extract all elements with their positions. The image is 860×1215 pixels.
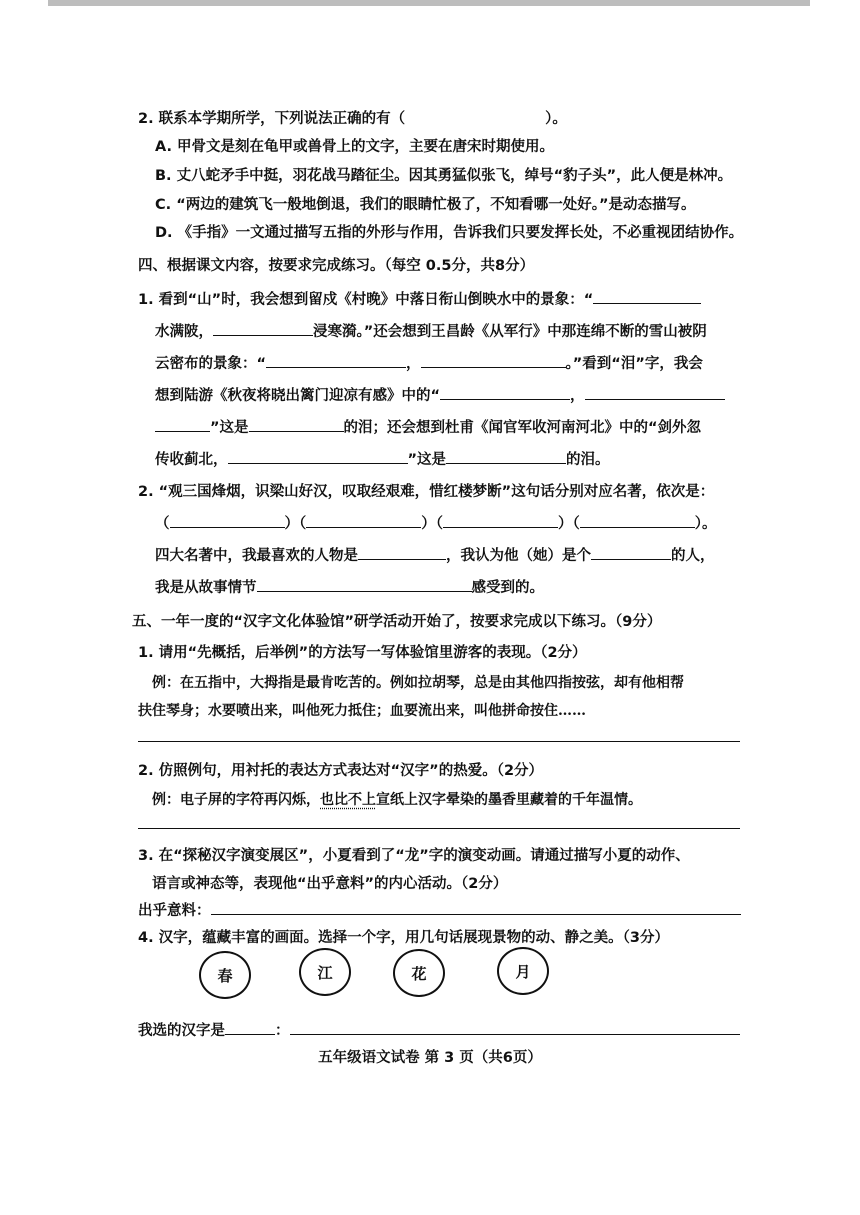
- blank-1[interactable]: [593, 288, 701, 304]
- blank-4[interactable]: [421, 352, 566, 368]
- q2-option-c: C. “两边的建筑飞一般地倒退，我们的眼睛忙极了，不知看哪一处好。”是动态描写。: [155, 197, 696, 213]
- section4-title: 四、根据课文内容，按要求完成练习。（每空 0.5分，共8分）: [138, 258, 535, 274]
- s5-q1-stem: 1. 请用“先概括，后举例”的方法写一写体验馆里游客的表现。（2分）: [138, 645, 587, 661]
- blank-8[interactable]: [249, 416, 344, 432]
- s5-q2-stem: 2. 仿照例句，用衬托的表达方式表达对“汉字”的热爱。（2分）: [138, 763, 544, 779]
- s5-q4-answer: 我选的汉字是 ：: [138, 1019, 740, 1041]
- s4-q2-favorite: 四大名著中，我最喜欢的人物是 ，我认为他（她）是个 的人，: [155, 544, 715, 566]
- s4-q1-line6: 传收蓟北， ”这是 的泪。: [155, 448, 610, 470]
- blank-3[interactable]: [266, 352, 406, 368]
- q2-option-b: B. 丈八蛇矛手中挺，羽花战马踏征尘。因其勇猛似张飞，绰号“豹子头”，此人便是林冲。: [155, 168, 733, 184]
- book-blank-3[interactable]: [443, 512, 558, 528]
- s5-q1-answer-line[interactable]: [138, 741, 740, 742]
- character-blank[interactable]: [358, 544, 446, 560]
- q2-option-d: D. 《手指》一文通过描写五指的外形与作用，告诉我们只要发挥长处，不必重视团结协作。: [155, 225, 744, 241]
- s4-q1-line1: 1. 看到“山”时，我会想到留戍《村晚》中落日衔山倒映水中的景象：“: [138, 288, 701, 310]
- s4-q1-line2: 水满陂， 浸寒漪。”还会想到王昌龄《从军行》中那连绵不断的雪山被阴: [155, 320, 707, 342]
- char-option-jiang[interactable]: 江: [299, 948, 351, 996]
- trait-blank[interactable]: [591, 544, 671, 560]
- s5-q3-answer: 出乎意料：: [138, 899, 741, 921]
- s5-q4-stem: 4. 汉字，蕴藏丰富的画面。选择一个字，用几句话展现景物的动、静之美。（3分）: [138, 930, 669, 946]
- blank-6[interactable]: [585, 384, 725, 400]
- book-blank-4[interactable]: [580, 512, 695, 528]
- page-footer: 五年级语文试卷 第 3 页（共6页）: [318, 1050, 542, 1066]
- blank-5[interactable]: [440, 384, 570, 400]
- q2-stem: 2. 联系本学期所学，下列说法正确的有（ ）。: [138, 108, 567, 129]
- blank-9[interactable]: [228, 448, 408, 464]
- book-blank-2[interactable]: [306, 512, 421, 528]
- s5-q1-example-line2: 扶住琴身；水要喷出来，叫他死力抵住；血要流出来，叫他拼命按住……: [138, 703, 586, 719]
- char-option-chun[interactable]: 春: [199, 951, 251, 999]
- s5-q4-answer-line[interactable]: [290, 1019, 740, 1035]
- book-blank-1[interactable]: [170, 512, 285, 528]
- q2-option-a: A. 甲骨文是刻在龟甲或兽骨上的文字，主要在唐宋时期使用。: [155, 139, 555, 155]
- plot-blank[interactable]: [257, 576, 472, 592]
- s4-q2-stem: 2. “观三国烽烟，识梁山好汉，叹取经艰难，惜红楼梦断”这句话分别对应名著，依次是：: [138, 484, 715, 500]
- char-option-hua[interactable]: 花: [393, 949, 445, 997]
- blank-10[interactable]: [446, 448, 566, 464]
- blank-7[interactable]: [155, 416, 210, 432]
- s5-q2-answer-line[interactable]: [138, 828, 740, 829]
- s5-q3-line1: 3. 在“探秘汉字演变展区”，小夏看到了“龙”字的演变动画。请通过描写小夏的动作、: [138, 848, 690, 864]
- scan-top-edge: [48, 0, 810, 6]
- s4-q1-line5: ”这是 的泪；还会想到杜甫《闻官军收河南河北》中的“剑外忽: [155, 416, 701, 438]
- s5-q3-line2: 语言或神态等，表现他“出乎意料”的内心活动。（2分）: [152, 876, 508, 892]
- s4-q2-books: （ ）（ ）（ ）（ ）。: [155, 512, 717, 534]
- chosen-char-blank[interactable]: [225, 1019, 275, 1035]
- s4-q1-line3: 云密布的景象：“ ， 。”看到“泪”字，我会: [155, 352, 703, 374]
- char-option-yue[interactable]: 月: [497, 947, 549, 995]
- blank-2[interactable]: [213, 320, 313, 336]
- s5-q3-answer-line[interactable]: [211, 899, 741, 915]
- s5-q2-example: 例：电子屏的字符再闪烁，也比不上宣纸上汉字晕染的墨香里藏着的千年温情。: [152, 792, 642, 808]
- q2-answer-space[interactable]: [405, 108, 545, 123]
- s5-q1-example-line1: 例：在五指中，大拇指是最肯吃苦的。例如拉胡琴，总是由其他四指按弦，却有他相帮: [152, 675, 684, 691]
- s4-q2-plot: 我是从故事情节 感受到的。: [155, 576, 544, 598]
- s4-q1-line4: 想到陆游《秋夜将晓出篱门迎凉有感》中的“ ，: [155, 384, 725, 406]
- section5-title: 五、一年一度的“汉字文化体验馆”研学活动开始了，按要求完成以下练习。（9分）: [132, 614, 662, 630]
